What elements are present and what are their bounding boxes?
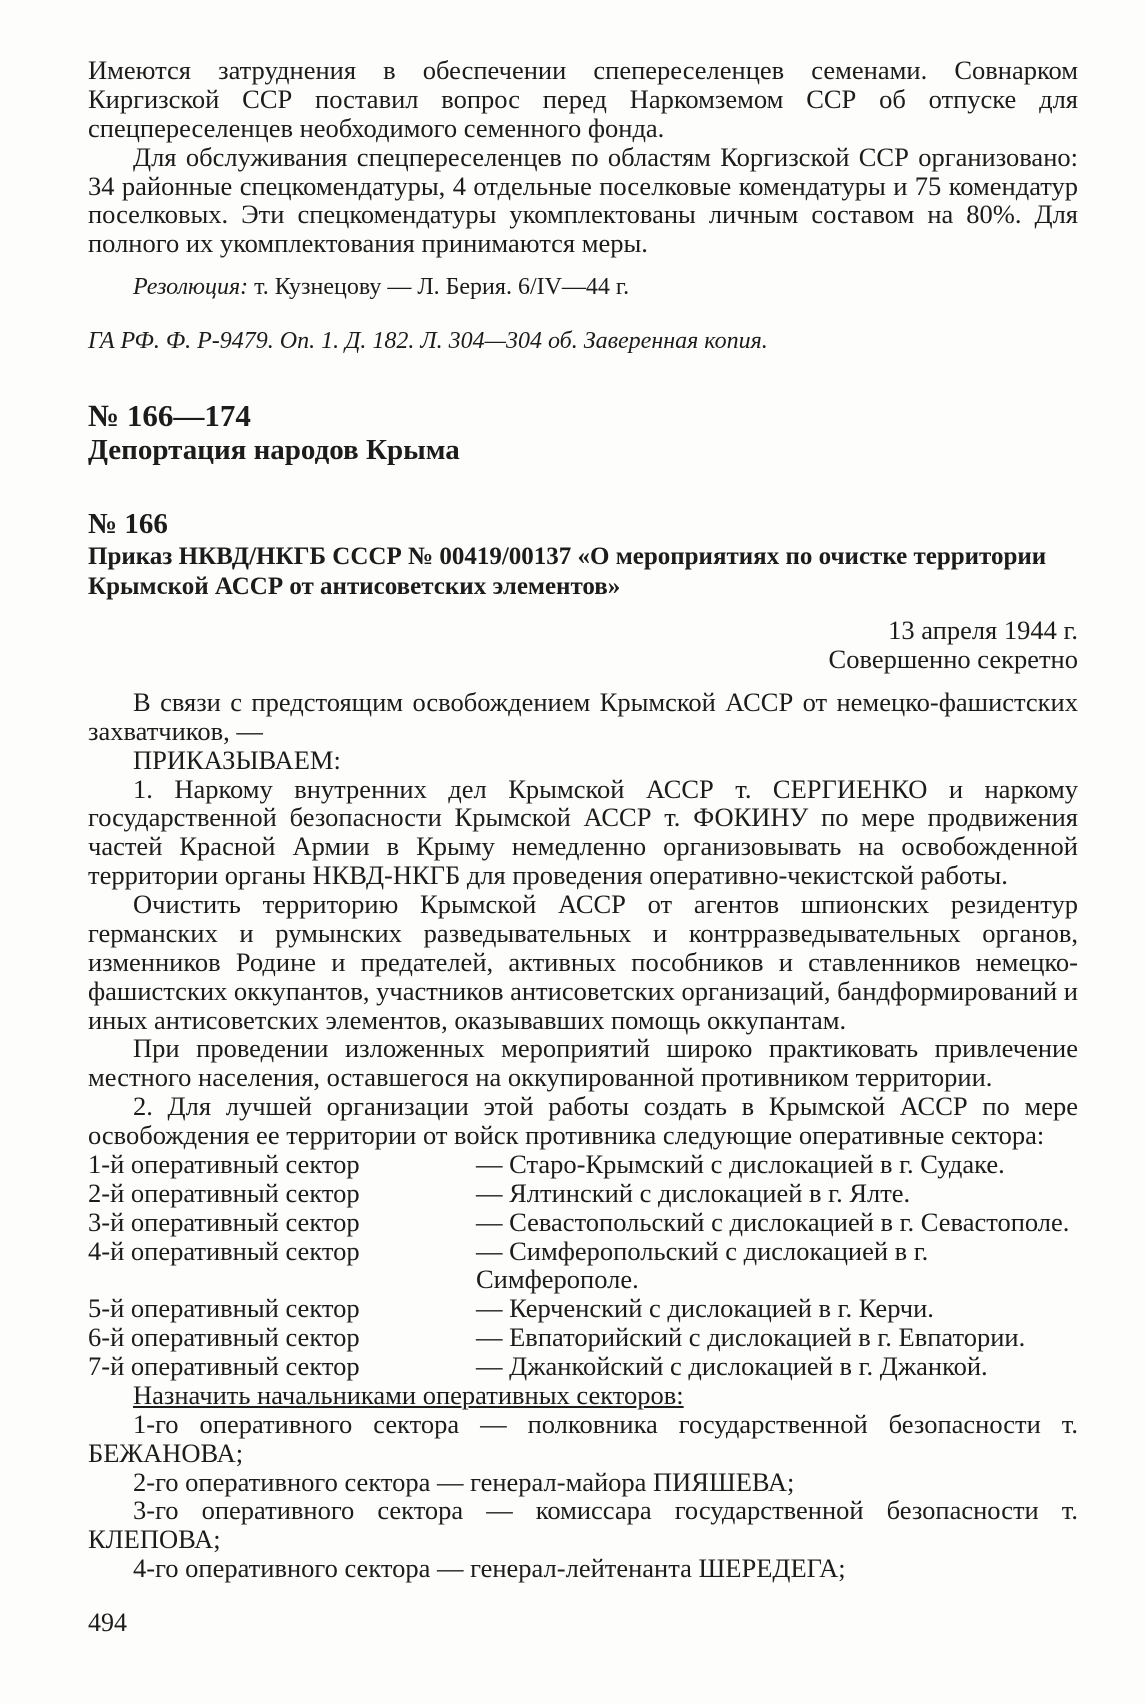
archive-source: ГА РФ. Ф. Р-9479. Оп. 1. Д. 182. Л. 304—304 об. Заверенная копия.	[88, 328, 768, 355]
sector-label: 4-й оперативный сектор	[88, 1235, 360, 1266]
order-word: ПРИКАЗЫВАЕМ:	[133, 744, 341, 775]
document-title: Приказ НКВД/НКГБ СССР № 00419/00137 «О мероприятиях по очистке территории Крымской АССР от антисоветских элементов»	[88, 543, 1047, 601]
chief-item: 4-го оперативного сектора — генерал-лейтенанта ШЕРЕДЕГА;	[133, 1553, 846, 1584]
chief-item: 3-го оперативного сектора — комиссара государственной безопасности т. КЛЕПОВА;	[88, 1495, 1078, 1555]
document-date: 13 апреля 1944 г.	[888, 615, 1078, 646]
paragraph-seeds: Имеются затруднения в обеспечении спепереселенцев семенами. Совнарком Киргизской ССР поставил вопрос перед Наркомземом ССР об отпуске для спецпереселенцев необходимого семенного фонда.	[88, 55, 1078, 143]
sector-item	[88, 1323, 1078, 1352]
sector-label: 5-й оперативный сектор	[88, 1293, 360, 1324]
sector-item	[88, 1237, 1078, 1295]
sector-item	[88, 1294, 1078, 1323]
order-item-2: 2. Для лучшей организации этой работы создать в Крымской АССР по мере освобождения ее территории от войск противника следующие оперативные сектора:	[88, 1091, 1078, 1151]
sector-text: — Севастопольский с дислокацией в г. Севастополе.	[476, 1206, 1070, 1237]
chiefs-heading-text: Назначить начальниками оперативных секторов:	[133, 1379, 684, 1410]
sector-label: 3-й оперативный сектор	[88, 1206, 360, 1237]
document-number: № 166	[88, 508, 168, 541]
sector-label: 1-й оперативный сектор	[88, 1148, 360, 1179]
paragraph-commandants: Для обслуживания спецпереселенцев по областям Коргизской ССР организовано: 34 районные спецкомендатуры, 4 отдельные поселковые комендатуры и 75 комендатур поселковых. Эти спецкомендатуры укомплектованы личным составом на 80%. Для полного их укомплектования принимаются меры.	[88, 141, 1078, 259]
resolution-line	[88, 274, 1078, 300]
page-text	[88, 56, 1078, 1583]
sector-text: — Ялтинский с дислокацией в г. Ялте.	[476, 1177, 911, 1208]
section-title: Депортация народов Крыма	[88, 434, 460, 467]
sector-item	[88, 1352, 1078, 1381]
sector-text: — Джанкойский с дислокацией в г. Джанкой.	[476, 1351, 988, 1382]
order-involve-population: При проведении изложенных мероприятий широко практиковать привлечение местного населения, оставшегося на оккупированной противником территории.	[88, 1033, 1078, 1093]
sector-text: — Керченский с дислокацией в г. Керчи.	[476, 1293, 934, 1324]
chief-item: 2-го оперативного сектора — генерал-майора ПИЯШЕВА;	[133, 1466, 795, 1497]
order-intro: В связи с предстоящим освобождением Крымской АССР от немецко-фашистских захватчиков, —	[88, 686, 1078, 746]
chief-item: 1-го оперативного сектора — полковника государственной безопасности т. БЕЖАНОВА;	[88, 1408, 1078, 1468]
sector-label: 6-й оперативный сектор	[88, 1322, 360, 1353]
sector-label: 2-й оперативный сектор	[88, 1177, 360, 1208]
sector-label: 7-й оперативный сектор	[88, 1351, 360, 1382]
sector-item	[88, 1150, 1078, 1179]
chiefs-heading	[88, 1381, 1078, 1410]
order-item-1: 1. Наркому внутренних дел Крымской АССР т. СЕРГИЕНКО и наркому государственной безопасности Крымской АССР т. ФОКИНУ по мере продвижения частей Красной Армии в Крыму немедленно организовывать на освобожденной территории органы НКВД-НКГБ для проведения оперативно-чекистской работы.	[88, 773, 1078, 891]
section-number: № 166—174	[88, 398, 251, 434]
sector-text: — Старо-Крымский с дислокацией в г. Судаке.	[476, 1148, 1005, 1179]
order-clean-territory: Очистить территорию Крымской АССР от агентов шпионских резидентур германских и румынских разведывательных и контрразведывательных органов, изменников Родине и предателей, активных пособников и ставленников немецко-фашистских оккупантов, участников антисоветских организаций, бандформирований и иных антисоветских элементов, оказывавших помощь оккупантам.	[88, 889, 1078, 1035]
resolution-label: Резолюция:	[133, 274, 249, 301]
sector-text: — Симферопольский с дислокацией в г. Симферополе.	[476, 1235, 929, 1295]
resolution-text: т. Кузнецову — Л. Берия. 6/IV—44 г.	[254, 274, 630, 301]
page-number: 494	[88, 1608, 127, 1637]
document-classification: Совершенно секретно	[828, 644, 1078, 675]
sector-text: — Евпаторийский с дислокацией в г. Евпатории.	[476, 1322, 1026, 1353]
sector-item	[88, 1208, 1078, 1237]
sector-list	[88, 1150, 1078, 1381]
sector-item	[88, 1179, 1078, 1208]
